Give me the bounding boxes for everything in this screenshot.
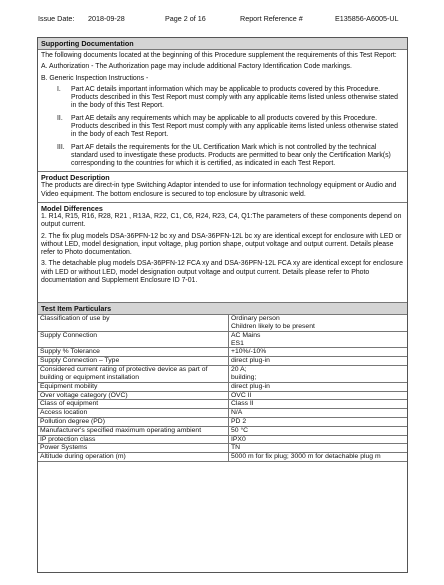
report-ref-label: Report Reference # [240, 14, 303, 23]
product-text: The products are direct-in type Switching Adaptor intended to use for information technology equipment or Audio and Video equipment. The bottom enclosure is secured to top enclosure by ultrasonic weld. [41, 182, 397, 198]
param-value [229, 400, 408, 409]
param-label: Access location [38, 409, 229, 418]
param-value-line: 50 °C [231, 426, 249, 434]
issue-date-label: Issue Date: [38, 14, 75, 23]
supporting-intro: The following documents located at the beginning of this Procedure supplement the requirements of this Test Report: [41, 52, 397, 59]
supporting-title: Supporting Documentation [38, 38, 407, 50]
particulars-title: Test Item Particulars [38, 303, 407, 315]
param-label: Over voltage category (OVC) [38, 391, 229, 400]
param-value-line: ES1 [231, 339, 244, 347]
param-label: Equipment mobility [38, 382, 229, 391]
param-value [229, 366, 408, 383]
param-value-line: Ordinary person [231, 315, 280, 323]
param-label: IP protection class [38, 435, 229, 444]
report-ref: E135856-A6005-UL [335, 14, 399, 23]
table-row [38, 315, 407, 331]
param-label: Manufacturer's specified maximum operating ambient [38, 426, 229, 435]
model-item-1: 1. R14, R15, R16, R28, R21 , R13A, R22, C1, C6, R24, R23, C4, Q1:The parameters of these components depend on output current. [41, 212, 402, 229]
param-value-line: PD 2 [231, 417, 247, 425]
param-label: Altitude during operation (m) [38, 453, 229, 462]
models-body [38, 213, 407, 288]
roman-item-2 [57, 115, 404, 140]
roman-item-3 [57, 144, 404, 169]
page-header [38, 15, 410, 27]
param-value [229, 348, 408, 357]
param-value [229, 357, 408, 366]
param-value-line: 5000 m for fix plug; 3000 m for detachable plug m [231, 453, 381, 461]
param-value [229, 331, 408, 348]
table-row [38, 348, 407, 357]
param-value [229, 426, 408, 435]
table-row [38, 400, 407, 409]
product-title: Product Description [41, 173, 110, 183]
supporting-body [38, 50, 407, 171]
product-body [38, 182, 407, 202]
param-value [229, 391, 408, 400]
param-value-line: 20 A; [231, 366, 247, 374]
param-label: Considered current rating of protective device as part of building or equipment installation [38, 366, 229, 383]
param-value-line: Class II [231, 400, 254, 408]
param-value-line: N/A [231, 409, 243, 417]
roman-text: Part AC details important information which may be applicable to products covered by this Procedure. Products described in this Test Report must comply with any applicable items listed unless otherwise stated in the body of this Test Report. [71, 85, 398, 110]
param-value [229, 409, 408, 418]
table-row [38, 417, 407, 426]
page-number: Page 2 of 16 [165, 14, 206, 23]
roman-num: I. [57, 85, 61, 93]
model-item-3: 3. The detachable plug models DSA-36PFN-12 FCA xy and DSA-36PFN-12L FCA xy are identical except for enclosure with LED or without LED, model designation output voltage and output current. Details please refer to Photo documentation and Supplement Enclosure ID 7-01. [41, 260, 403, 284]
param-value [229, 435, 408, 444]
report-frame [37, 37, 408, 573]
param-value-line: Children likely to be present [231, 323, 315, 330]
param-label: Pollution degree (PD) [38, 417, 229, 426]
table-row [38, 426, 407, 435]
table-row [38, 357, 407, 366]
param-value-line: AC Mains [231, 331, 261, 339]
param-label: Supply Connection – Type [38, 357, 229, 366]
param-label: Class of equipment [38, 400, 229, 409]
param-label: Supply % Tolerance [38, 348, 229, 357]
param-value-line: direct plug-in [231, 357, 270, 365]
particulars-table [38, 315, 407, 462]
param-value-line: OVC II [231, 391, 252, 399]
table-row [38, 366, 407, 383]
model-item-2: 2. The fix plug models DSA-36PFN-12 bc xy and DSA-36PFN-12L bc xy are identical except for enclosure with LED or without LED, model designation, input voltage, plug portion shape, output voltage and output current. Details please refer to Photo documentation. [41, 232, 402, 257]
issue-date: 2018-09-28 [88, 14, 125, 23]
param-value [229, 453, 408, 462]
param-value-line: +10%/-10% [231, 348, 267, 356]
table-row [38, 382, 407, 391]
table-row [38, 444, 407, 453]
param-value [229, 315, 408, 331]
table-row [38, 453, 407, 462]
param-value-line: TN [231, 444, 241, 452]
table-row [38, 331, 407, 348]
param-value-line: direct plug-in [231, 382, 270, 390]
param-label: Classification of use by [38, 315, 229, 331]
param-label: Supply Connection [38, 331, 229, 348]
roman-text: Part AE details any requirements which may be applicable to all products covered by this Procedure. Products described in this Test Report must comply with any applicable items listed unless otherwise stated in the body of each Test Report. [71, 114, 398, 139]
supporting-item-b: B. Generic Inspection Instructions - [41, 74, 149, 82]
roman-text: Part AF details the requirements for the UL Certification Mark which is not controlled by the technical standard used to investigate these products. Products are permitted to bear only the Certification Mark(s) corresponding to the countries for which it is certified, as indicated in each Test Report. [71, 143, 391, 168]
param-value [229, 417, 408, 426]
supporting-item-a: A. Authorization - The Authorization page may include additional Factory Identification Code markings. [41, 63, 352, 71]
param-value [229, 382, 408, 391]
table-row [38, 391, 407, 400]
table-row [38, 409, 407, 418]
models-title: Model Differences [41, 203, 103, 213]
param-value [229, 444, 408, 453]
roman-num: II. [57, 114, 63, 122]
roman-num: III. [57, 143, 65, 151]
param-label: Power Systems [38, 444, 229, 453]
param-value-line: IPX0 [231, 435, 246, 443]
roman-item-1 [57, 86, 404, 111]
param-value-line: building; [231, 373, 257, 381]
table-row [38, 435, 407, 444]
